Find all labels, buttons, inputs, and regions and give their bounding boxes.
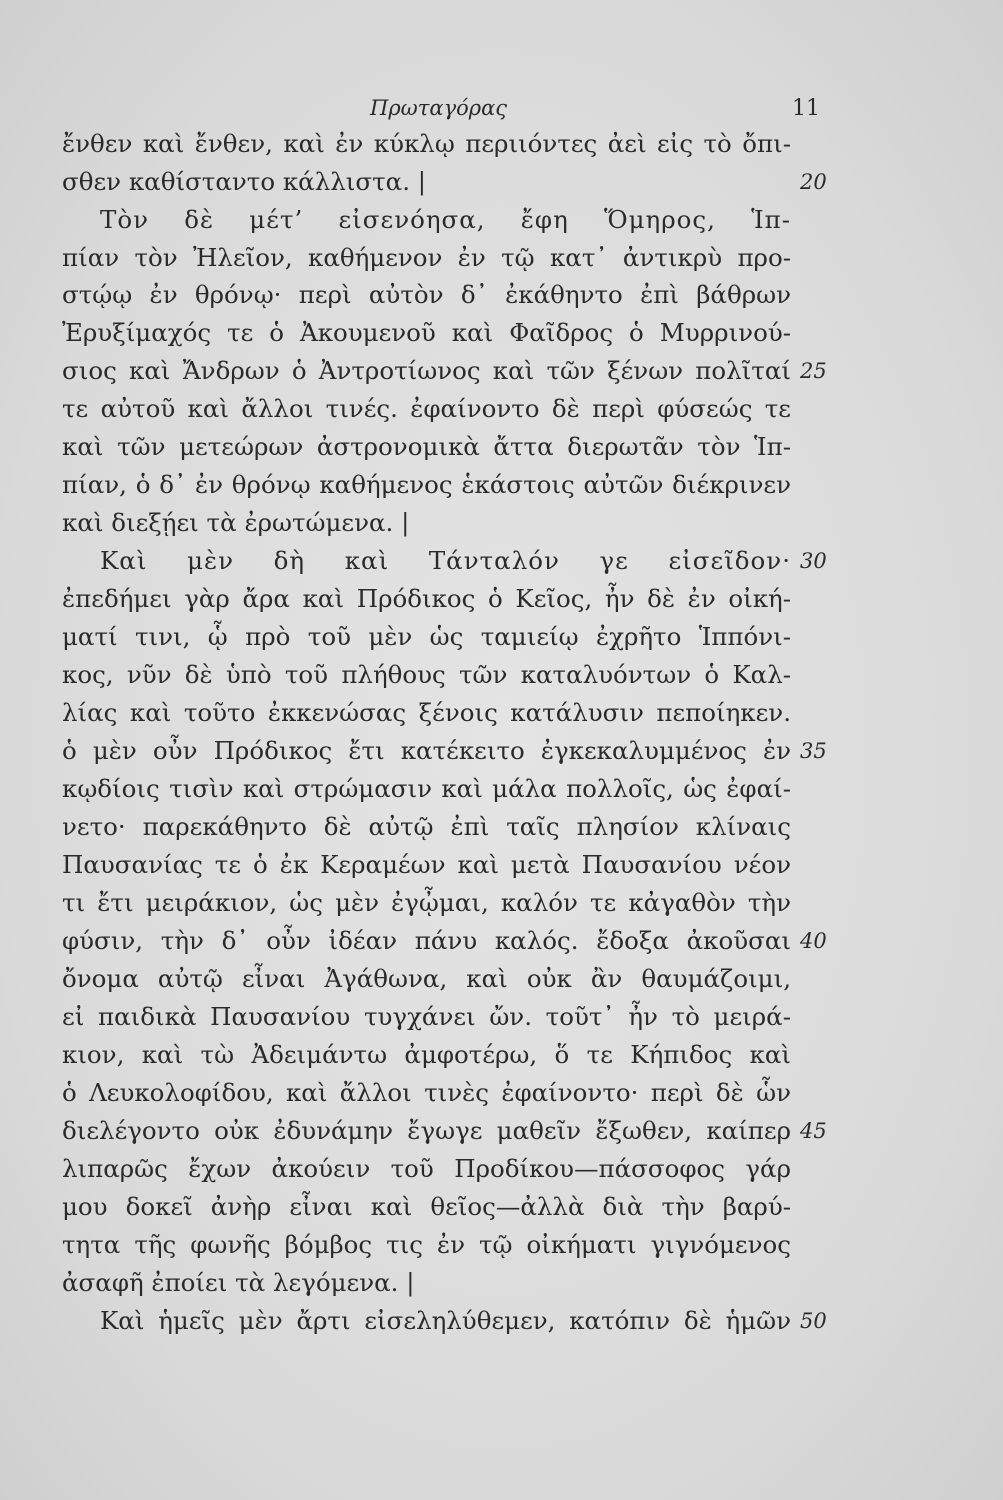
text-line: τε αὐτοῦ καὶ ἄλλοι τινές. ἐφαίνοντο δὲ περὶ φύσεώς τε xyxy=(62,394,791,423)
running-title: Πρωταγόρας xyxy=(370,96,508,120)
text-line: ὄνομα αὐτῷ εἶναι Ἀγάθωνα, καὶ οὐκ ἂν θαυμάζοιμι, xyxy=(62,964,791,993)
text-line: φύσιν, τὴν δ᾽ οὖν ἰδέαν πάνυ καλός. ἔδοξα ἀκοῦσαι xyxy=(62,926,791,955)
line-number: 50 xyxy=(800,1309,827,1333)
text-line: σιος καὶ Ἄνδρων ὁ Ἀντροτίωνος καὶ τῶν ξένων πολῖταί xyxy=(62,356,791,385)
text-line: εἰ παιδικὰ Παυσανίου τυγχάνει ὤν. τοῦτ᾽ ἦν τὸ μειρά- xyxy=(62,1002,791,1031)
text-line: ὁ Λευκολοφίδου, καὶ ἄλλοι τινὲς ἐφαίνοντο· περὶ δὲ ὧν xyxy=(62,1078,791,1107)
line-number: 25 xyxy=(800,359,827,383)
text-line: κῳδίοις τισὶν καὶ στρώμασιν καὶ μάλα πολλοῖς, ὡς ἐφαί- xyxy=(62,774,791,803)
line-number: 45 xyxy=(800,1119,827,1143)
text-line: Παυσανίας τε ὁ ἐκ Κεραμέων καὶ μετὰ Παυσανίου νέον xyxy=(62,850,791,879)
text-line: πίαν, ὁ δ᾽ ἐν θρόνῳ καθήμενος ἑκάστοις αὐτῶν διέκρινεν xyxy=(62,470,791,499)
text-line: στῴῳ ἐν θρόνῳ· περὶ αὐτὸν δ᾽ ἐκάθηντο ἐπὶ βάθρων xyxy=(62,280,791,309)
text-line: Καὶ μὲν δὴ καὶ Τάνταλόν γε εἰσεῖδον· xyxy=(100,546,791,575)
text-line: καὶ τῶν μετεώρων ἀστρονομικὰ ἄττα διερωτᾶν τὸν Ἱπ- xyxy=(62,432,791,461)
text-line: ματί τινι, ᾧ πρὸ τοῦ μὲν ὡς ταμιείῳ ἐχρῆτο Ἱππόνι- xyxy=(62,622,791,651)
text-line: καὶ διεξῄει τὰ ἐρωτώμενα. | xyxy=(62,508,410,537)
text-line: ἀσαφῆ ἐποίει τὰ λεγόμενα. | xyxy=(62,1268,415,1297)
text-line: ἔνθεν καὶ ἔνθεν, καὶ ἐν κύκλῳ περιιόντες ἀεὶ εἰς τὸ ὄπι- xyxy=(62,129,791,158)
page-number: 11 xyxy=(792,96,820,121)
text-line: μου δοκεῖ ἀνὴρ εἶναι καὶ θεῖος—ἀλλὰ διὰ τὴν βαρύ- xyxy=(62,1192,791,1221)
text-line: τητα τῆς φωνῆς βόμβος τις ἐν τῷ οἰκήματι γιγνόμενος xyxy=(62,1230,791,1259)
text-line: Τὸν δὲ μέτ’ εἰσενόησα, ἔφη Ὅμηρος, Ἱπ- xyxy=(100,205,791,234)
text-line: σθεν καθίσταντο κάλλιστα. | xyxy=(62,167,427,196)
line-number: 40 xyxy=(800,929,827,953)
text-line: διελέγοντο οὐκ ἐδυνάμην ἔγωγε μαθεῖν ἔξωθεν, καίπερ xyxy=(62,1116,791,1145)
text-line: νετο· παρεκάθηντο δὲ αὐτῷ ἐπὶ ταῖς πλησίον κλίναις xyxy=(62,812,791,841)
text-line: ἐπεδήμει γὰρ ἄρα καὶ Πρόδικος ὁ Κεῖος, ἦν δὲ ἐν οἰκή- xyxy=(62,584,791,613)
text-line: Ἐρυξίμαχός τε ὁ Ἀκουμενοῦ καὶ Φαῖδρος ὁ Μυρρινού- xyxy=(62,318,791,347)
text-line: λίας καὶ τοῦτο ἐκκενώσας ξένοις κατάλυσιν πεποίηκεν. xyxy=(62,698,791,727)
line-number: 30 xyxy=(800,549,827,573)
text-line: ὁ μὲν οὖν Πρόδικος ἔτι κατέκειτο ἐγκεκαλυμμένος ἐν xyxy=(62,736,791,765)
line-number: 20 xyxy=(800,170,827,194)
text-line: κος, νῦν δὲ ὑπὸ τοῦ πλήθους τῶν καταλυόντων ὁ Καλ- xyxy=(62,660,791,689)
text-line: λιπαρῶς ἔχων ἀκούειν τοῦ Προδίκου—πάσσοφος γάρ xyxy=(62,1154,791,1183)
text-line: πίαν τὸν Ἠλεῖον, καθήμενον ἐν τῷ κατ᾽ ἀντικρὺ προ- xyxy=(62,243,791,272)
text-line: Καὶ ἡμεῖς μὲν ἄρτι εἰσεληλύθεμεν, κατόπιν δὲ ἡμῶν xyxy=(100,1306,791,1335)
line-number: 35 xyxy=(800,739,827,763)
text-line: τι ἔτι μειράκιον, ὡς μὲν ἐγᾦμαι, καλόν τε κἀγαθὸν τὴν xyxy=(62,888,791,917)
text-line: κιον, καὶ τὼ Ἀδειμάντω ἀμφοτέρω, ὅ τε Κήπιδος καὶ xyxy=(62,1040,791,1069)
